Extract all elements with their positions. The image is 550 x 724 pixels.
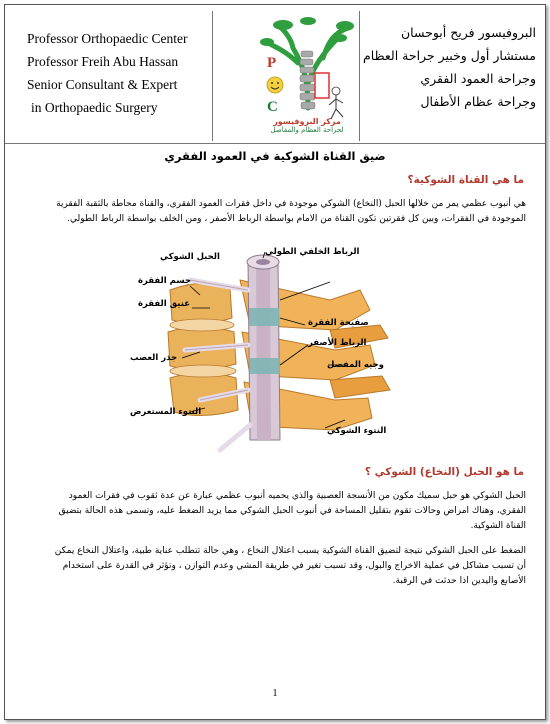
english-line: in Orthopaedic Surgery xyxy=(31,100,158,115)
logo-caption-line: مركز البروفيسور xyxy=(273,117,341,126)
arabic-line: وجراحة العمود الفقري xyxy=(420,71,536,86)
paragraph-line: الأصابع واليدين اذا حدثت في الرقبة. xyxy=(392,576,526,586)
arabic-line: وجراحة عظام الأطفال xyxy=(420,94,536,109)
english-letterhead xyxy=(27,27,217,119)
arabic-letterhead xyxy=(363,21,536,113)
label-facet-joint: وجيه المفصل xyxy=(327,360,384,370)
paragraph-line: الموجودة في الفقرات، وبين كل فقرتين تكون القناة من الامام بواسطة الرباط الأصفر ، ومن الخلف بواسطة الرباط الطولي. xyxy=(67,214,526,224)
label-transverse-process: النتوء المستعرض xyxy=(130,407,202,417)
english-line: Professor Orthopaedic Center xyxy=(27,31,188,46)
logo-letter-o: O xyxy=(283,75,284,76)
label-posterior-ligament: الرباط الخلفي الطولي xyxy=(265,247,360,257)
page-number: 1 xyxy=(272,688,278,699)
section-heading: ما هي القناة الشوكية؟ xyxy=(407,174,524,186)
english-line: Senior Consultant & Expert xyxy=(27,77,178,92)
paragraph-line: القناة الشوكية. xyxy=(470,521,526,531)
logo-letter-c: C xyxy=(267,99,278,115)
section-paragraph xyxy=(24,197,526,227)
section-paragraph xyxy=(24,544,526,589)
label-vertebral-neck: عنيق الفقرة xyxy=(138,299,191,309)
arabic-line: البروفيسور فريح أبوحسان xyxy=(400,25,536,40)
paragraph-line: الفقري، وهناك امراض وحالات تقوم بتقليل المساحة في أنبوب الحبل الشوكي مما يزيد الضغط عليه، وتسمى هذه الحالة بتضيق xyxy=(58,506,526,516)
header-divider-left xyxy=(212,11,213,141)
logo-caption xyxy=(267,117,347,135)
section-paragraph xyxy=(24,489,526,534)
paragraph-line: الحبل الشوكي هو حبل سميك مكون من الأنسجة العصبية والذي يحميه أنبوب عظمي عبارة عن عدة ثقوب في فقرات العمود xyxy=(68,491,526,501)
label-vertebral-body: جسم الفقرة xyxy=(138,276,192,286)
label-yellow-ligament: الرباط الأصفر xyxy=(308,338,367,348)
label-spinous-process: النتوء الشوكي xyxy=(327,426,387,436)
letterhead xyxy=(5,5,544,143)
section-heading: ما هو الحبل (النخاع) الشوكي ؟ xyxy=(364,466,524,478)
label-spinal-cord: الحبل الشوكي xyxy=(160,252,220,262)
logo-letter-p: P xyxy=(267,55,277,71)
paragraph-line: هي أنبوب عظمي يمر من خلالها الحبل (النخاع) الشوكي موجودة في داخل فقرات العمود الفقري، والقناة محاطة بالثقبة الفقرية xyxy=(56,199,526,209)
paragraph-line: أن تسبب مشاكل في عملية الاخراج والبول، وقد تسبب تغير في طريقة المشي وعدم التوازن ، وتؤثر في القدرة على استخدام xyxy=(62,561,526,571)
label-lamina: صفيحة الفقرة xyxy=(308,318,369,328)
label-nerve-root: جذر العصب xyxy=(130,353,178,363)
page-title: ضيق القناة الشوكية في العمود الفقري xyxy=(164,149,386,163)
english-line: Professor Freih Abu Hassan xyxy=(27,54,179,69)
paragraph-line: الضغط على الحبل الشوكي نتيجة لتضيق القناة الشوكية يسبب اعتلال النخاع ، وهي حالة تتطلب عناية طبية، واعتلال النخاع يمكن xyxy=(54,546,526,556)
smiley-icon xyxy=(267,77,283,93)
arabic-line: مستشار أول وخبير جراحة العظام xyxy=(363,48,536,63)
logo-caption-line: لجراحة العظام والمفاصل xyxy=(270,126,344,134)
spine-anatomy-illustration xyxy=(130,240,410,455)
header-rule xyxy=(5,143,545,144)
